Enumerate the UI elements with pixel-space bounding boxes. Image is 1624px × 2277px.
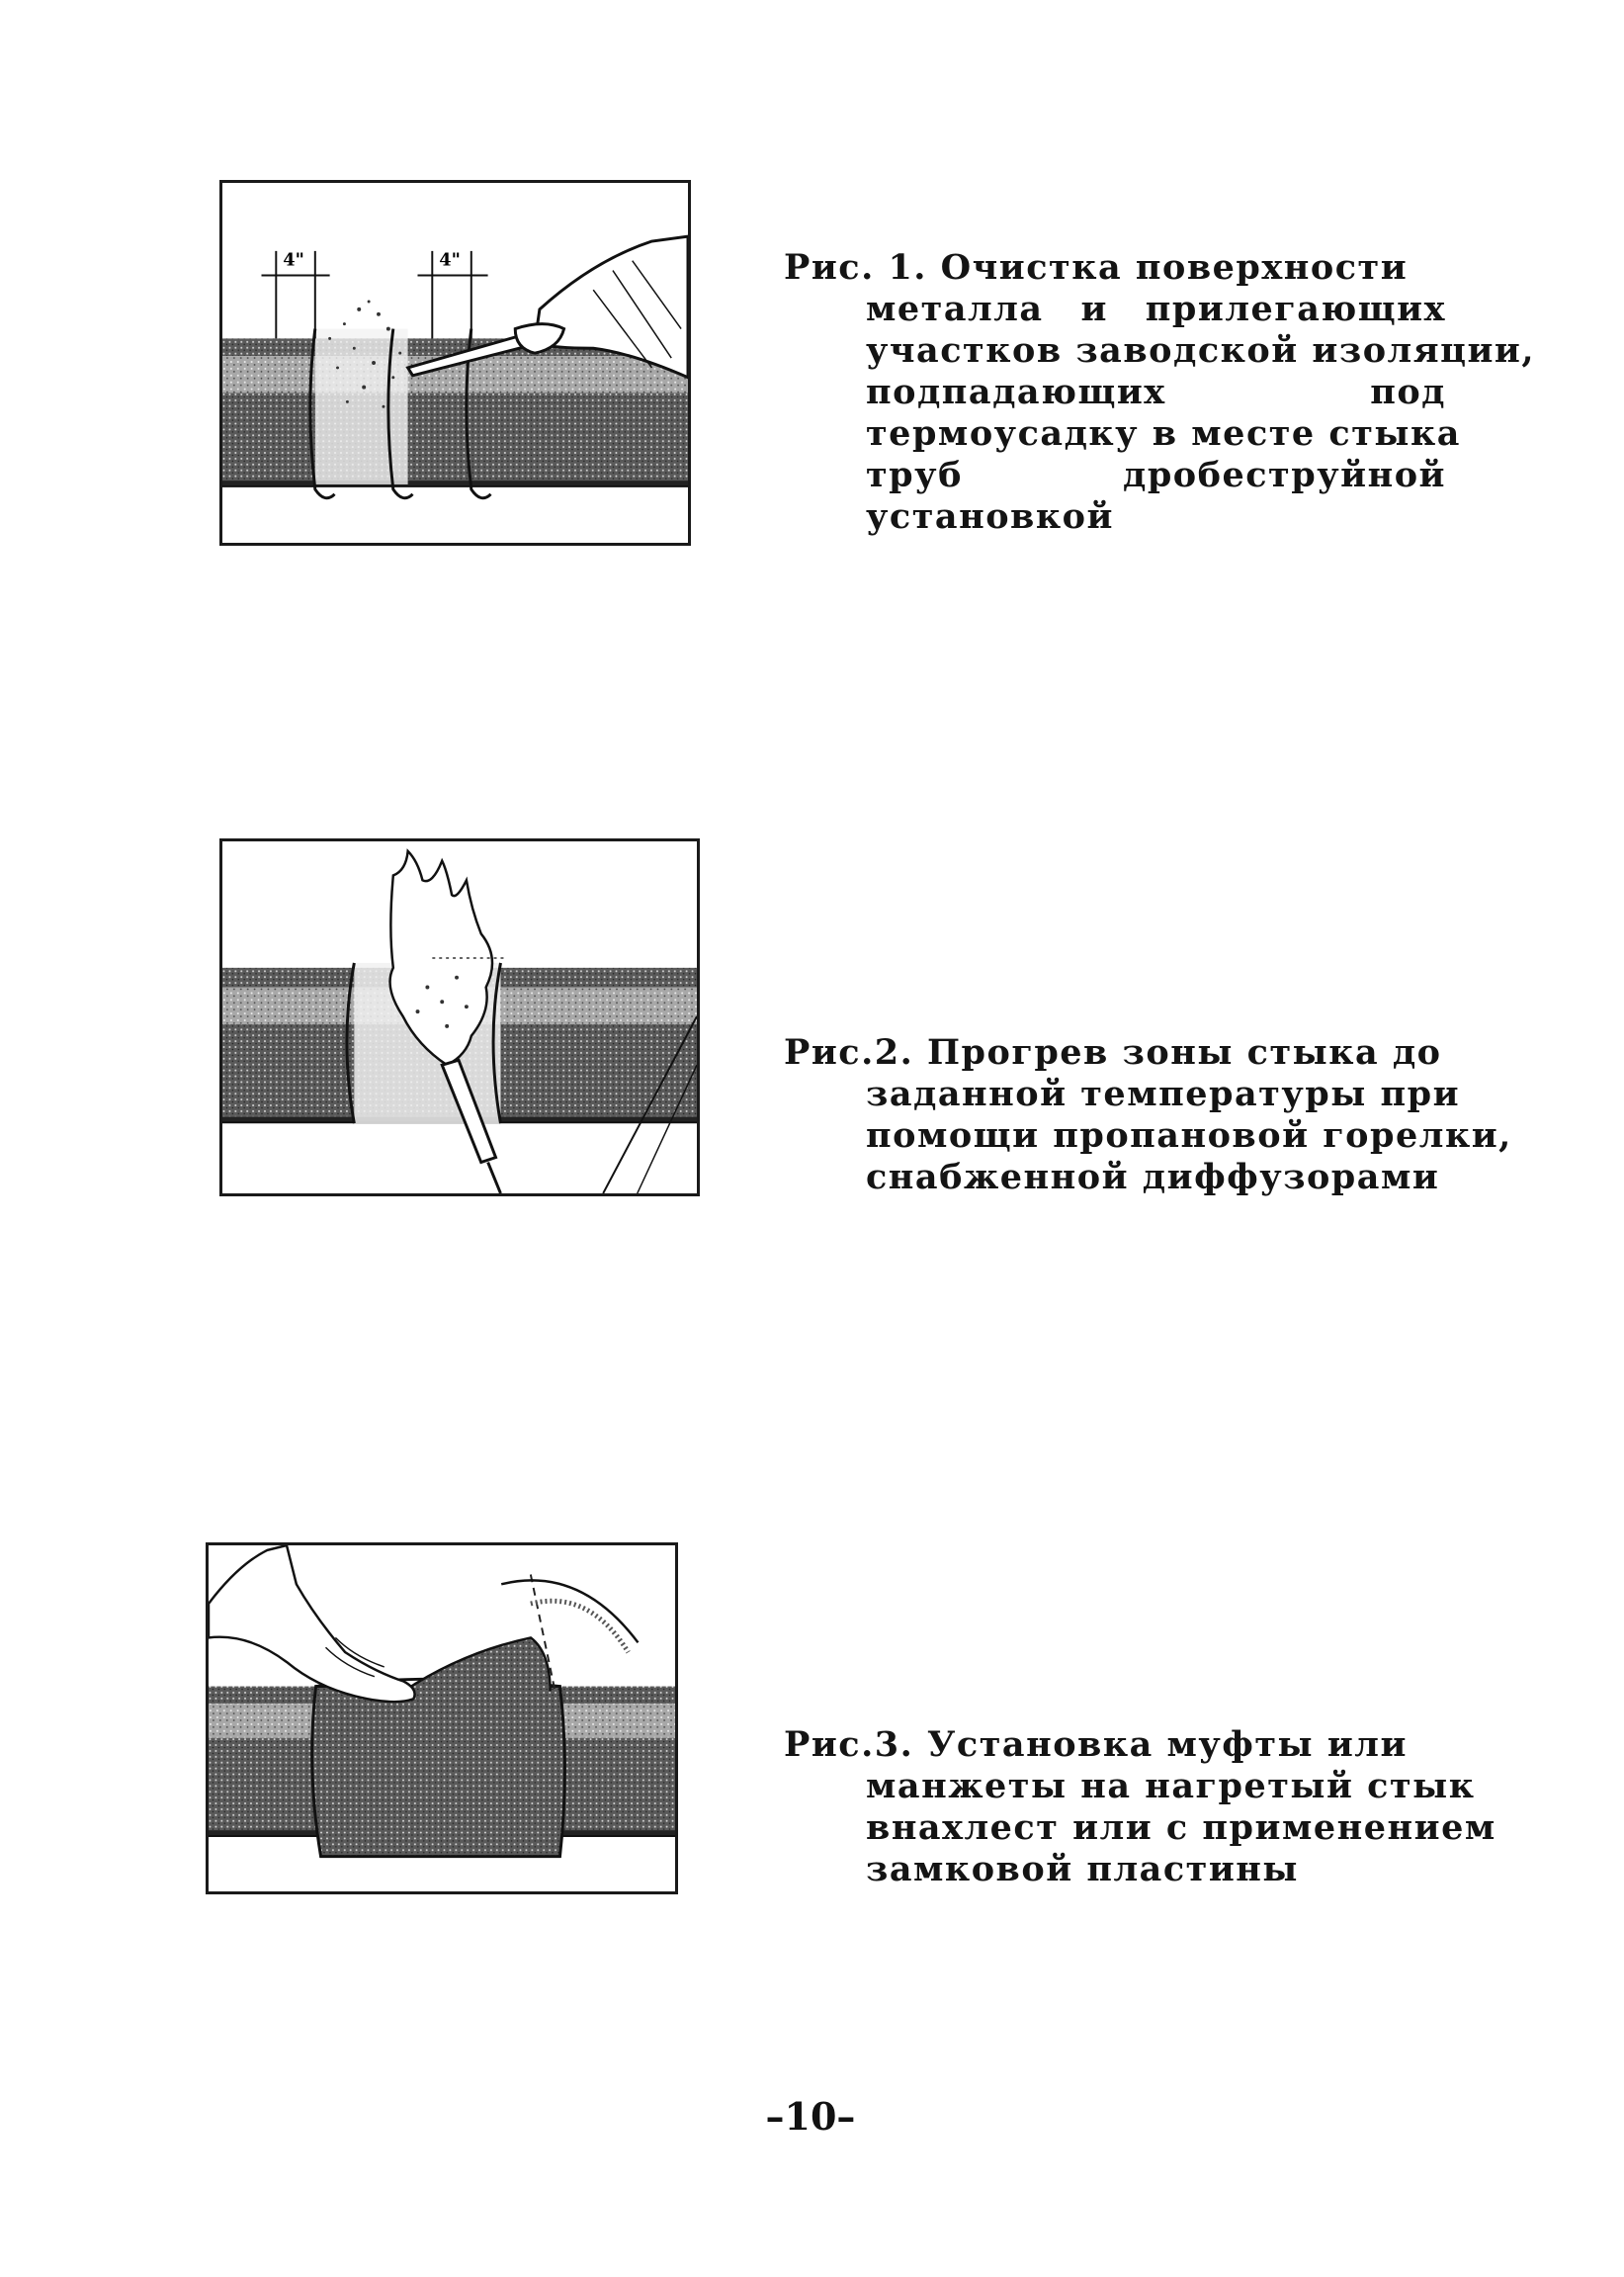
figure-1-right-dimension: 4" bbox=[439, 249, 461, 271]
figure-3-illustration bbox=[209, 1545, 675, 1891]
caption-line: Рис.2. Прогрев зоны стыка до bbox=[784, 1032, 1442, 1073]
figure-3-sleeve-installation bbox=[206, 1542, 678, 1894]
figure-1-illustration bbox=[222, 183, 688, 543]
caption-line: термоусадку в месте стыка bbox=[866, 413, 1461, 454]
caption-line: Рис.3. Установка муфты или bbox=[784, 1724, 1408, 1765]
caption-line: снабженной диффузорами bbox=[866, 1157, 1440, 1197]
figure-2-caption bbox=[784, 1032, 1512, 1198]
caption-line: металла и прилегающих bbox=[866, 289, 1446, 329]
caption-line: подпадающих под bbox=[866, 372, 1446, 412]
caption-line: Рис. 1. Очистка поверхности bbox=[784, 247, 1409, 288]
figure-1-left-dimension: 4" bbox=[283, 249, 304, 271]
figure-1-blast-cleaning bbox=[219, 180, 691, 546]
figure-2-torch-heating bbox=[219, 838, 700, 1196]
figure-1-caption bbox=[784, 247, 1536, 538]
caption-line: манжеты на нагретый стык bbox=[866, 1766, 1476, 1806]
caption-line: замковой пластины bbox=[866, 1849, 1299, 1889]
caption-line: внахлест или с применением bbox=[866, 1807, 1496, 1848]
page-number: –10– bbox=[765, 2094, 856, 2139]
caption-line: труб дробеструйной bbox=[866, 455, 1446, 495]
caption-line: установкой bbox=[866, 496, 1114, 537]
figure-3-caption bbox=[784, 1724, 1496, 1890]
figure-2-illustration bbox=[222, 841, 697, 1193]
caption-line: заданной температуры при bbox=[866, 1074, 1461, 1114]
caption-line: участков заводской изоляции, bbox=[866, 330, 1536, 371]
caption-line: помощи пропановой горелки, bbox=[866, 1115, 1512, 1156]
